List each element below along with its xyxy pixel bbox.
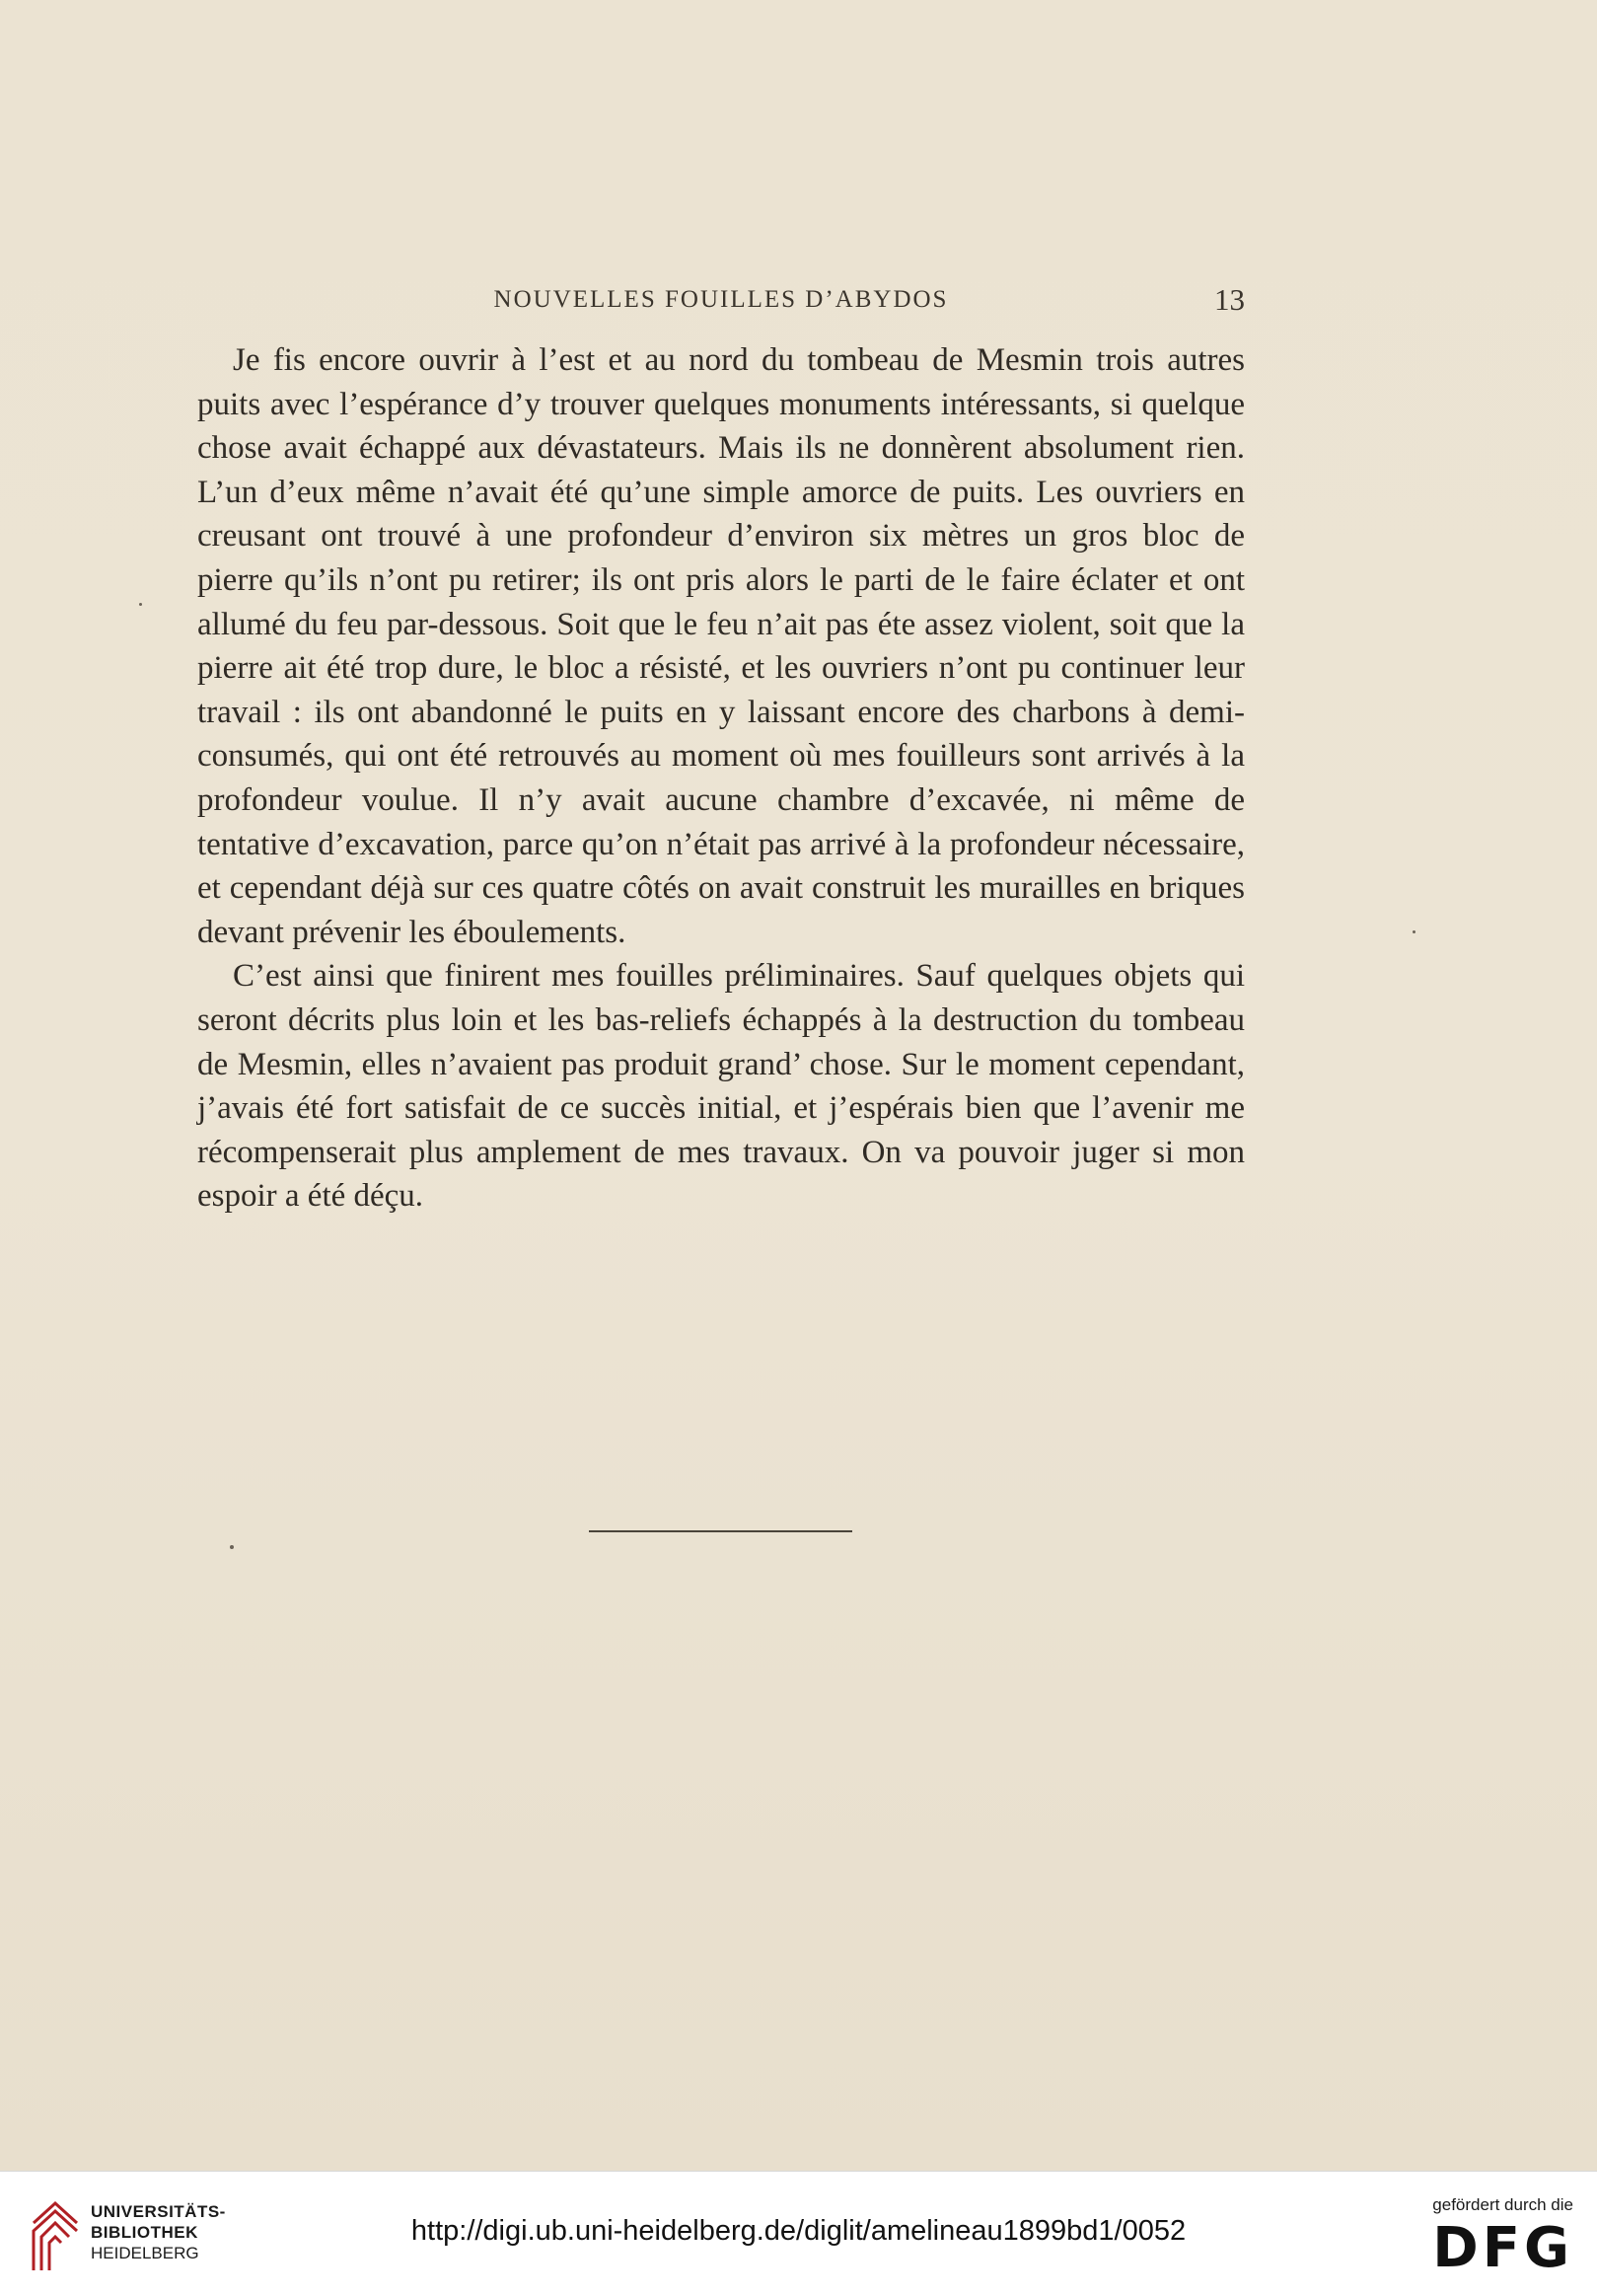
paper-speck	[139, 603, 142, 606]
paragraph-1: Je fis encore ouvrir à l’est et au nord du tombeau de Mesmin trois autres puits avec l’espérance d’y trouver quelques monuments intéressants, si quelque chose avait échappé aux dévastateurs. Mais ils ne donnèrent absolument rien. L’un d’eux même n’avait été qu’une simple amorce de puits. Les ouvriers en creusant ont trouvé à une profondeur d’environ six mètres un gros bloc de pierre qu’ils n’ont pu retirer; ils ont pris alors le parti de le faire éclater et ont allumé du feu par-dessous. Soit que le feu n’ait pas éte assez violent, soit que la pierre ait été trop dure, le bloc a résisté, et les ouvriers n’ont pu continuer leur travail : ils ont abandonné le puits en y laissant encore des charbons à demi-consumés, qui ont été retrouvés au moment où mes fouilleurs sont arrivés à la profondeur voulue. Il n’y avait aucune chambre d’excavée, ni même de tentative d’excavation, parce qu’on n’était pas arrivé à la profondeur nécessaire, et cependant déjà sur ces quatre côtés on avait construit les murailles en briques devant prévenir les éboulements.	[197, 342, 1245, 950]
running-head	[197, 282, 1245, 322]
paper-speck	[230, 1545, 234, 1549]
page-number: 13	[1214, 282, 1245, 317]
paragraph-2: C’est ainsi que finirent mes fouilles préliminaires. Sauf quelques objets qui seront décrits plus loin et les bas-reliefs échappés à la destruction du tombeau de Mesmin, elles n’avaient pas produit grand’ chose. Sur le moment cependant, j’avais été fort satisfait de ce succès initial, et j’espérais bien que l’avenir me récompenserait plus amplement de mes travaux. On va pouvoir juger si mon espoir a été déçu.	[197, 958, 1245, 1215]
end-rule	[589, 1530, 852, 1532]
library-name-line-2: BIBLIOTHEK	[91, 2223, 198, 2242]
sponsor-label: gefördert durch die	[1432, 2195, 1573, 2214]
sponsor-block	[1386, 2195, 1573, 2278]
body-text	[197, 338, 1245, 1219]
digitization-footer	[0, 2171, 1597, 2296]
dfg-logo-icon: DFG	[1432, 2216, 1573, 2280]
permalink-url[interactable]: http://digi.ub.uni-heidelberg.de/diglit/amelineau1899bd1/0052	[410, 2215, 1187, 2247]
library-name-line-1: UNIVERSITÄTS-	[91, 2202, 226, 2221]
paper-speck	[1413, 930, 1416, 933]
library-name-line-3: HEIDELBERG	[91, 2244, 199, 2262]
running-title: NOUVELLES FOUILLES D’ABYDOS	[493, 286, 949, 313]
